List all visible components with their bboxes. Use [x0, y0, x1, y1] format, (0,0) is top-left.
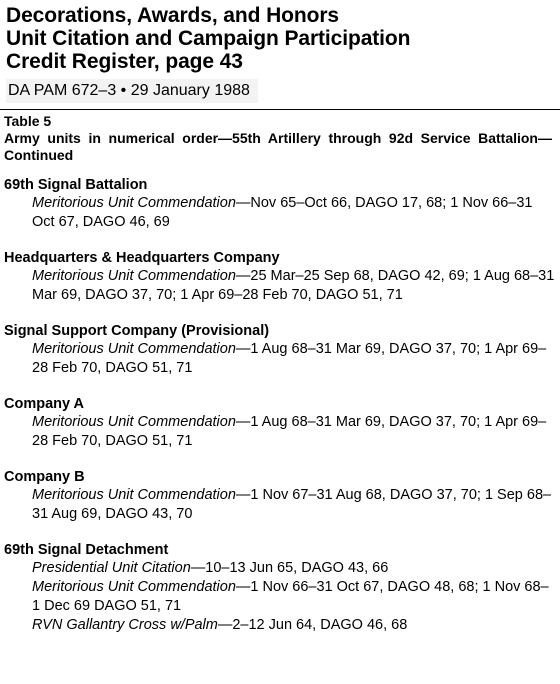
- unit-entry: [4, 541, 556, 635]
- table-caption: [0, 110, 560, 164]
- unit-name: Company B: [4, 469, 85, 485]
- page-title-line-3: Credit Register, page 43: [6, 50, 243, 73]
- page-title-line-1: Decorations, Awards, and Honors: [6, 4, 339, 27]
- unit-name: Company A: [4, 396, 85, 412]
- award-details: —25 Mar–25 Sep 68, DAGO 42, 69; 1 Aug 68–31 Mar 69, DAGO 37, 70; 1 Apr 69–28 Feb 70, DAGO 51, 71: [32, 268, 555, 303]
- unit-entry: [4, 322, 556, 378]
- award-name: Meritorious Unit Commendation: [32, 195, 236, 211]
- award-name: RVN Gallantry Cross w/Palm: [32, 617, 218, 633]
- award-details: —1 Nov 67–31 Aug 68, DAGO 37, 70; 1 Sep 68–31 Aug 69, DAGO 43, 70: [32, 487, 552, 522]
- award-name: Meritorious Unit Commendation: [32, 341, 236, 357]
- award-details: —1 Nov 66–31 Oct 67, DAGO 48, 68; 1 Nov 68–1 Dec 69 DAGO 51, 71: [32, 579, 549, 614]
- award-entry: [4, 578, 556, 616]
- award-entry: [4, 340, 556, 378]
- award-details: —1 Aug 68–31 Mar 69, DAGO 37, 70; 1 Apr 69–28 Feb 70, DAGO 51, 71: [32, 341, 547, 376]
- award-entry: [4, 616, 556, 635]
- table-description: Army units in numerical order—55th Artillery through 92d Service Battalion—Continued: [4, 130, 552, 163]
- unit-name: Signal Support Company (Provisional): [4, 323, 270, 339]
- award-entry: [4, 559, 556, 578]
- award-details: —2–12 Jun 64, DAGO 46, 68: [217, 617, 408, 633]
- award-entry: [4, 267, 556, 305]
- unit-name: 69th Signal Battalion: [4, 177, 148, 193]
- award-entry: [4, 194, 556, 232]
- unit-entry: [4, 468, 556, 524]
- award-details: —Nov 65–Oct 66, DAGO 17, 68; 1 Nov 66–31 Oct 67, DAGO 46, 69: [32, 195, 533, 230]
- unit-entry: [4, 249, 556, 305]
- table-label: Table 5: [4, 113, 52, 129]
- page-header: [0, 0, 560, 103]
- award-details: —10–13 Jun 65, DAGO 43, 66: [190, 560, 389, 576]
- unit-name: 69th Signal Detachment: [4, 542, 169, 558]
- award-name: Meritorious Unit Commendation: [32, 268, 236, 284]
- award-entry: [4, 486, 556, 524]
- publication-info: DA PAM 672–3 • 29 January 1988: [6, 79, 258, 103]
- award-name: Meritorious Unit Commendation: [32, 487, 236, 503]
- unit-name: Headquarters & Headquarters Company: [4, 250, 280, 266]
- unit-list: [0, 164, 560, 635]
- award-name: Meritorious Unit Commendation: [32, 579, 236, 595]
- page-title-line-2: Unit Citation and Campaign Participation: [6, 27, 411, 50]
- award-name: Meritorious Unit Commendation: [32, 414, 236, 430]
- award-name: Presidential Unit Citation: [32, 560, 191, 576]
- award-entry: [4, 413, 556, 451]
- award-details: —1 Aug 68–31 Mar 69, DAGO 37, 70; 1 Apr 69–28 Feb 70, DAGO 51, 71: [32, 414, 547, 449]
- unit-entry: [4, 176, 556, 232]
- unit-entry: [4, 395, 556, 451]
